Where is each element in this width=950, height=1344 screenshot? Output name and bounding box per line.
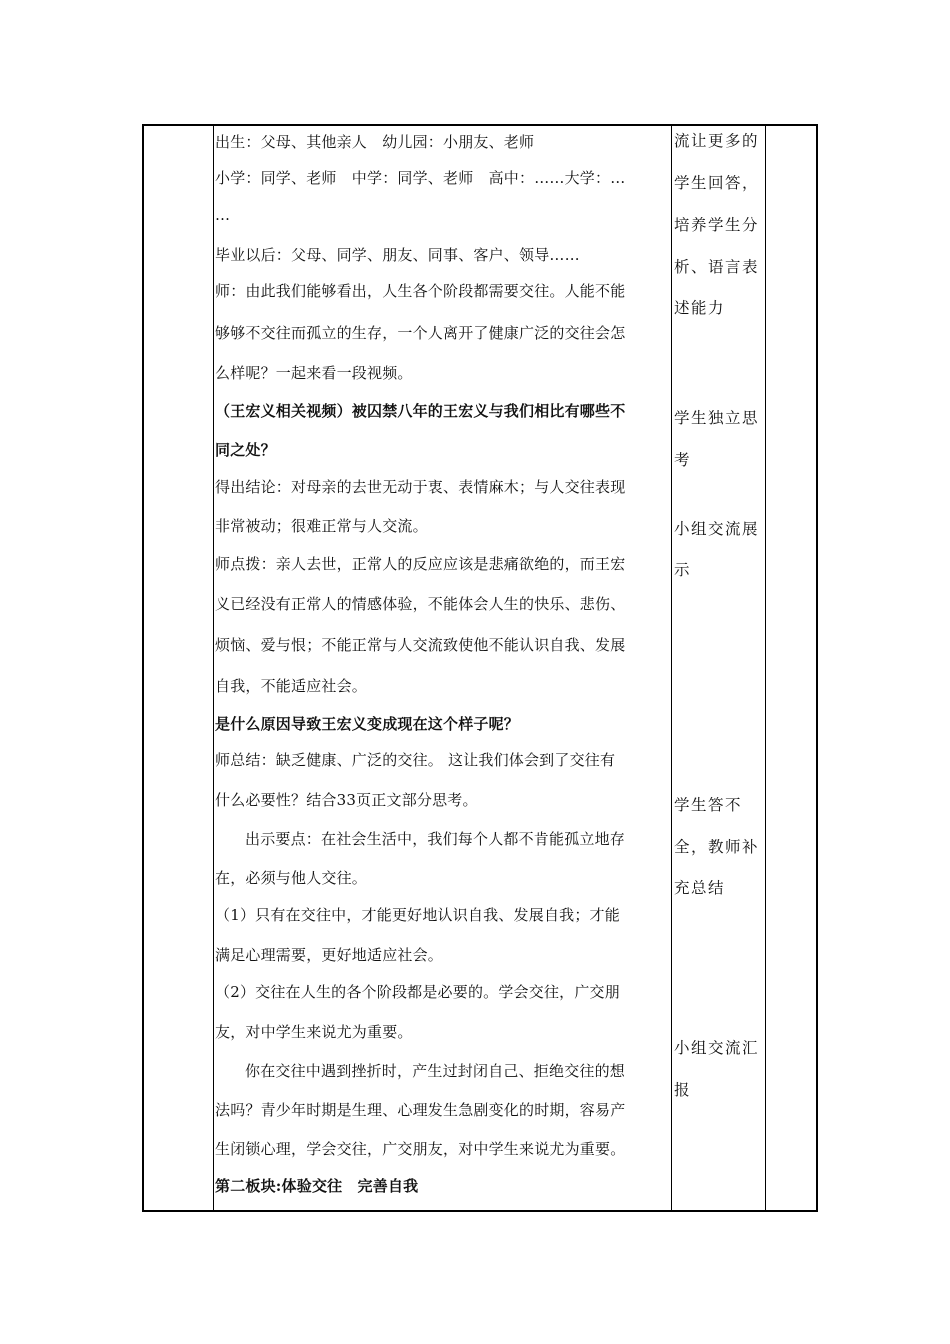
side-text-line: 培养学生分 bbox=[674, 216, 760, 234]
column-divider bbox=[671, 126, 672, 1210]
text-line: 烦恼、爱与恨；不能正常与人交流致使他不能认识自我、发展 bbox=[215, 636, 626, 654]
text-line-bold: 同之处？ bbox=[215, 441, 276, 459]
text-line: （2）交往在人生的各个阶段都是必要的。学会交往，广交朋 bbox=[215, 983, 620, 1001]
side-text-line: 学生独立思 bbox=[674, 409, 760, 427]
text-line: 毕业以后：父母、同学、朋友、同事、客户、领导…… bbox=[215, 246, 580, 264]
text-line: 满足心理需要，更好地适应社会。 bbox=[215, 946, 444, 964]
side-text-line: 析、语言表 bbox=[674, 258, 760, 276]
text-line: 什么必要性？结合33页正文部分思考。 bbox=[215, 791, 478, 809]
text-line: 友，对中学生来说尤为重要。 bbox=[215, 1023, 413, 1041]
side-text-line: 小组交流展 bbox=[674, 520, 760, 538]
text-line: 义已经没有正常人的情感体验，不能体会人生的快乐、悲伤、 bbox=[215, 595, 626, 613]
column-divider bbox=[213, 126, 214, 1210]
text-line: 师：由此我们能够看出，人生各个阶段都需要交往。人能不能 bbox=[215, 282, 626, 300]
side-text-line: 流让更多的 bbox=[674, 132, 760, 150]
side-text-line: 学生答不 bbox=[674, 796, 743, 814]
side-text-line: 全，教师补 bbox=[674, 838, 760, 856]
text-line: 得出结论：对母亲的去世无动于衷、表情麻木；与人交往表现 bbox=[215, 478, 626, 496]
text-line: 师总结：缺乏健康、广泛的交往。 这让我们体会到了交往有 bbox=[215, 751, 616, 769]
text-line-bold: （王宏义相关视频）被囚禁八年的王宏义与我们相比有哪些不 bbox=[215, 402, 626, 420]
text-line: 出示要点：在社会生活中，我们每个人都不肯能孤立地存 bbox=[245, 830, 626, 848]
section-heading: 第二板块:体验交往 完善自我 bbox=[215, 1177, 419, 1195]
side-text-line: 述能力 bbox=[674, 299, 726, 317]
text-line: 么样呢？一起来看一段视频。 bbox=[215, 364, 413, 382]
text-line-bold: 是什么原因导致王宏义变成现在这个样子呢？ bbox=[215, 715, 520, 733]
side-text-line: 充总结 bbox=[674, 879, 726, 897]
side-text-line: 示 bbox=[674, 561, 692, 579]
text-line: 你在交往中遇到挫折时，产生过封闭自己、拒绝交往的想 bbox=[245, 1062, 626, 1080]
column-divider bbox=[765, 126, 766, 1210]
text-line: 够够不交往而孤立的生存，一个人离开了健康广泛的交往会怎 bbox=[215, 324, 626, 342]
text-line: 生闭锁心理，学会交往，广交朋友，对中学生来说尤为重要。 bbox=[215, 1140, 626, 1158]
side-text-line: 小组交流汇 bbox=[674, 1039, 760, 1057]
text-line: 非常被动；很难正常与人交流。 bbox=[215, 517, 428, 535]
text-line: … bbox=[215, 206, 231, 224]
text-line: 出生：父母、其他亲人 幼儿园：小朋友、老师 bbox=[215, 133, 535, 151]
text-line: 小学：同学、老师 中学：同学、老师 高中：……大学：… bbox=[215, 169, 626, 187]
side-text-line: 考 bbox=[674, 451, 692, 469]
text-line: 自我，不能适应社会。 bbox=[215, 677, 368, 695]
text-line: 在，必须与他人交往。 bbox=[215, 869, 368, 887]
text-line: 师点拨：亲人去世，正常人的反应应该是悲痛欲绝的，而王宏 bbox=[215, 555, 626, 573]
text-line: 法吗？青少年时期是生理、心理发生急剧变化的时期，容易产 bbox=[215, 1101, 626, 1119]
text-line: （1）只有在交往中，才能更好地认识自我、发展自我；才能 bbox=[215, 906, 620, 924]
side-text-line: 学生回答， bbox=[674, 174, 760, 192]
side-text-line: 报 bbox=[674, 1081, 692, 1099]
lesson-plan-table bbox=[142, 124, 818, 1212]
